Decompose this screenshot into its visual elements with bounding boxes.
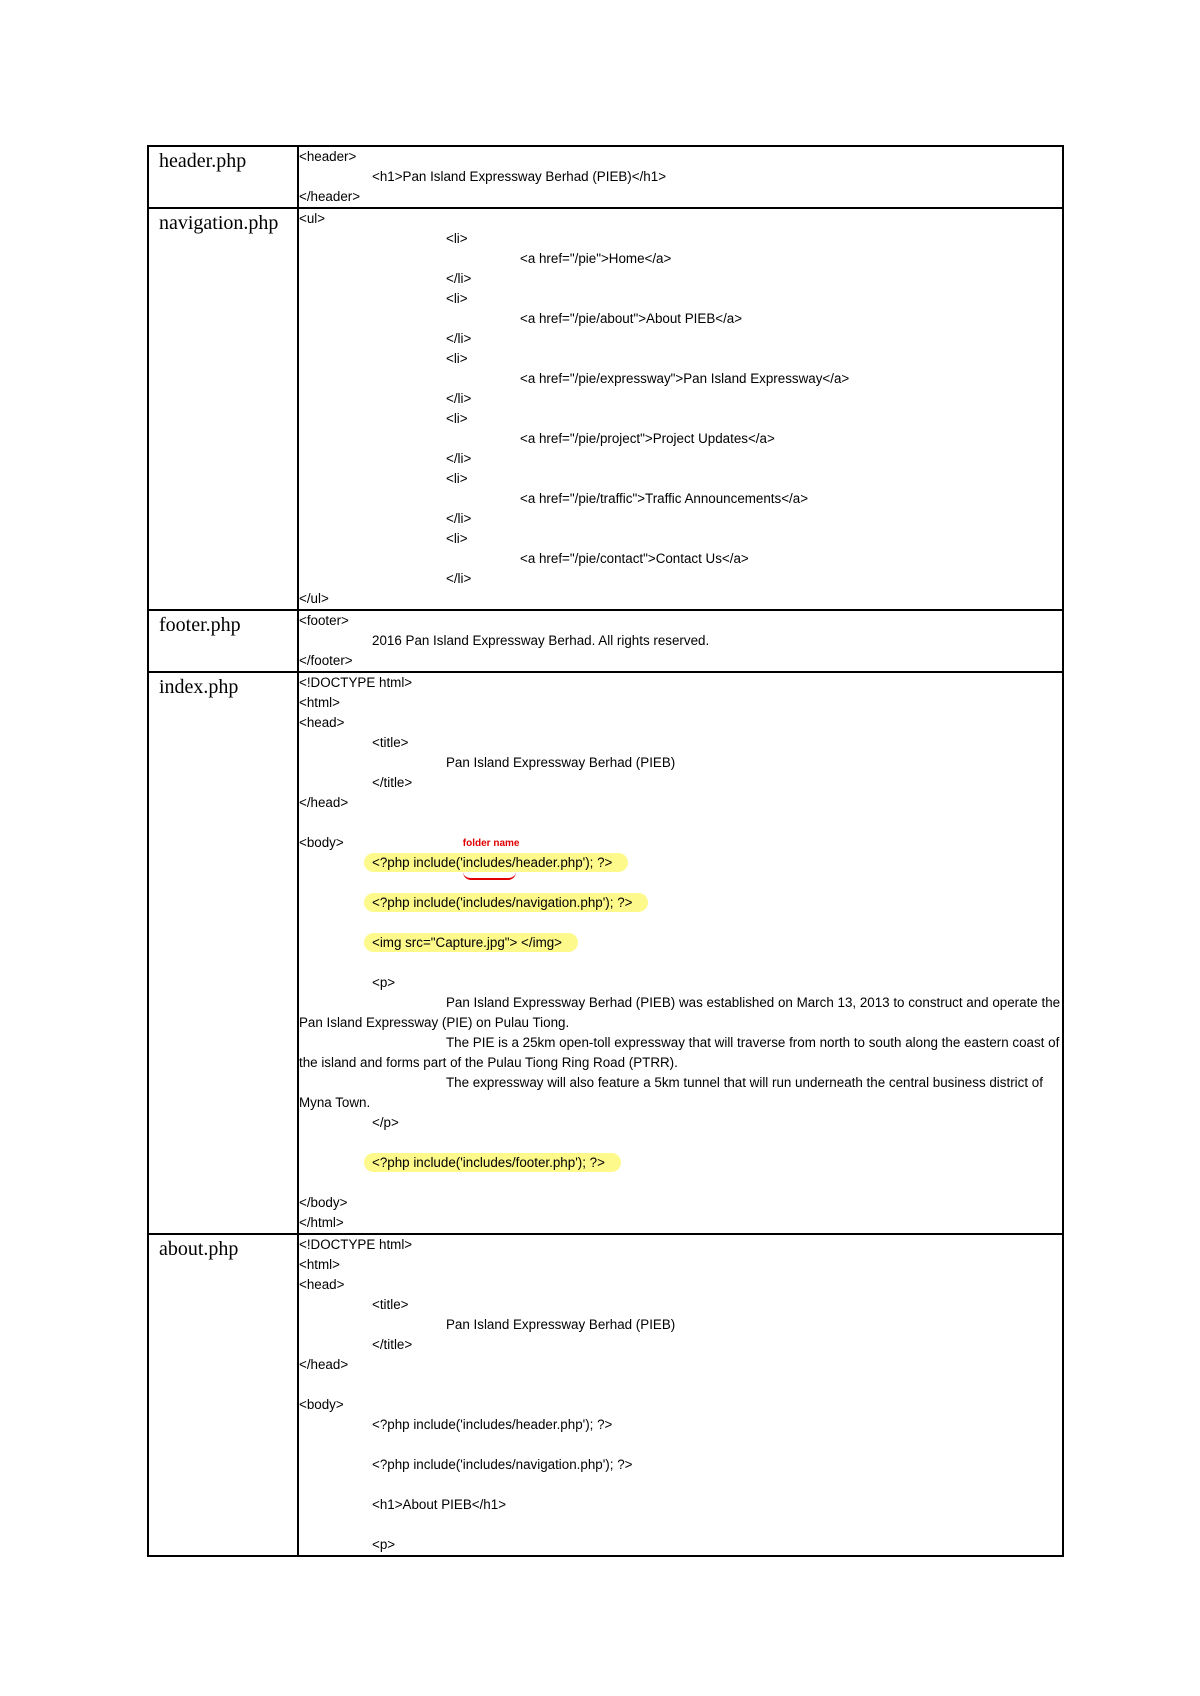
code-line: <li>	[446, 531, 468, 546]
code-line: </li>	[446, 571, 472, 586]
blank-line	[299, 1173, 1062, 1193]
code-block	[298, 610, 1063, 672]
code-block	[298, 208, 1063, 610]
annotation-label: folder name	[462, 838, 520, 849]
code-line: <a href="/pie/expressway">Pan Island Expressway</a>	[520, 371, 850, 386]
code-line	[299, 893, 1062, 913]
code-line: </body>	[299, 1195, 348, 1210]
code-line: <title>	[372, 735, 409, 750]
code-line: <li>	[446, 411, 468, 426]
code-line: <html>	[299, 695, 340, 710]
highlighted-img: <img src="Capture.jpg"> </img>	[364, 933, 578, 952]
file-row-index	[148, 672, 1063, 1234]
code-line: </title>	[372, 1337, 413, 1352]
code-line: Pan Island Expressway Berhad (PIEB)	[446, 1317, 676, 1332]
code-line: <footer>	[299, 613, 349, 628]
code-line: </head>	[299, 795, 349, 810]
code-line: <!DOCTYPE html>	[299, 675, 413, 690]
file-row-header	[148, 146, 1063, 208]
highlighted-include-footer: <?php include('includes/footer.php'); ?>	[364, 1153, 621, 1172]
blank-line	[299, 1133, 1062, 1153]
code-line: <a href="/pie/traffic">Traffic Announcements</a>	[520, 491, 809, 506]
code-line: <li>	[446, 351, 468, 366]
code-line: <head>	[299, 715, 345, 730]
code-line: </head>	[299, 1357, 349, 1372]
code-line: </li>	[446, 331, 472, 346]
blank-line	[299, 873, 1062, 893]
file-name: footer.php	[159, 614, 241, 636]
code-line: </li>	[446, 451, 472, 466]
code-line: <li>	[446, 471, 468, 486]
code-line: </li>	[446, 511, 472, 526]
blank-line	[299, 1475, 1062, 1495]
file-row-footer	[148, 610, 1063, 672]
code-line: </html>	[299, 1215, 344, 1230]
code-line: Pan Island Expressway Berhad (PIEB)	[446, 755, 676, 770]
code-line: <header>	[299, 149, 357, 164]
code-block	[298, 146, 1063, 208]
code-line: <html>	[299, 1257, 340, 1272]
code-line: <p>	[372, 1537, 396, 1552]
code-line: <?php include('includes/header.php'); ?>	[372, 1417, 613, 1432]
code-line: </title>	[372, 775, 413, 790]
paragraph-line: The PIE is a 25km open-toll expressway that will traverse from north to south along the eastern coast of the island and forms part of the Pulau Tiong Ring Road (PTRR).	[299, 1035, 1060, 1070]
code-line: </li>	[446, 271, 472, 286]
code-line: <body>	[299, 1397, 344, 1412]
code-line: <p>	[372, 975, 396, 990]
code-line	[299, 1153, 1062, 1173]
code-block	[298, 1234, 1063, 1556]
code-block	[298, 672, 1063, 1234]
file-row-about	[148, 1234, 1063, 1556]
blank-line	[299, 1435, 1062, 1455]
code-line: <head>	[299, 1277, 345, 1292]
blank-line	[299, 1515, 1062, 1535]
code-line: </header>	[299, 189, 361, 204]
code-line: </li>	[446, 391, 472, 406]
blank-line	[299, 1375, 1062, 1395]
highlighted-include-navigation: <?php include('includes/navigation.php'); ?>	[364, 893, 648, 912]
code-line: <h1>Pan Island Expressway Berhad (PIEB)</h1>	[372, 169, 667, 184]
code-line: </footer>	[299, 653, 353, 668]
code-line: <title>	[372, 1297, 409, 1312]
code-line: <?php include('includes/navigation.php'); ?>	[372, 1457, 633, 1472]
code-line: <a href="/pie/contact">Contact Us</a>	[520, 551, 749, 566]
code-line: </ul>	[299, 591, 329, 606]
paragraph-line: Pan Island Expressway Berhad (PIEB) was established on March 13, 2013 to construct and operate the Pan Island Expressway (PIE) on Pulau Tiong.	[299, 995, 1061, 1030]
blank-line	[299, 913, 1062, 933]
file-name: navigation.php	[159, 212, 279, 234]
blank-line	[299, 813, 1062, 833]
file-name: index.php	[159, 676, 239, 698]
code-line: <li>	[446, 291, 468, 306]
code-line: <body>	[299, 835, 344, 850]
code-line: <a href="/pie/about">About PIEB</a>	[520, 311, 743, 326]
file-name: about.php	[159, 1238, 239, 1260]
code-line: <h1>About PIEB</h1>	[372, 1497, 507, 1512]
highlighted-include-header: <?php include(' folder name includes/ header.php'); ?>	[364, 853, 628, 872]
paragraph-line: The expressway will also feature a 5km tunnel that will run underneath the central business district of Myna Town.	[299, 1075, 1043, 1110]
file-row-navigation	[148, 208, 1063, 610]
file-name: header.php	[159, 150, 247, 172]
code-line: <ul>	[299, 211, 326, 226]
annotated-folder: folder name includes/	[463, 853, 516, 873]
code-listing-table	[147, 145, 1064, 1557]
code-line: <!DOCTYPE html>	[299, 1237, 413, 1252]
code-line: </p>	[372, 1115, 399, 1130]
blank-line	[299, 953, 1062, 973]
code-line: <a href="/pie/project">Project Updates</a>	[520, 431, 775, 446]
code-line	[299, 933, 1062, 953]
code-line: <a href="/pie">Home</a>	[520, 251, 672, 266]
code-line: <li>	[446, 231, 468, 246]
code-line: 2016 Pan Island Expressway Berhad. All rights reserved.	[372, 633, 710, 648]
